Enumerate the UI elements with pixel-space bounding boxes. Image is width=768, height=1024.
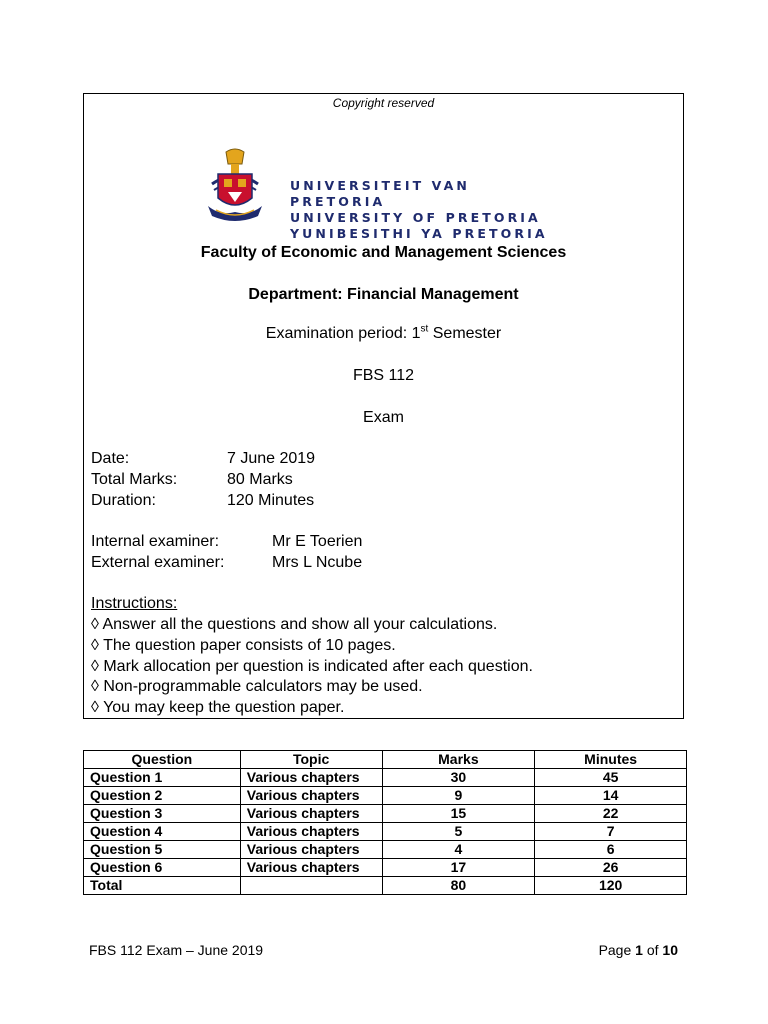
total-marks-label: Total Marks: xyxy=(91,471,178,488)
internal-examiner-value: Mr E Toerien xyxy=(272,533,363,550)
column-header-marks: Marks xyxy=(382,751,535,769)
internal-examiner-label: Internal examiner: xyxy=(91,533,220,550)
topic-cell: Various chapters xyxy=(240,859,382,877)
marks-cell: 4 xyxy=(382,841,535,859)
instructions-list xyxy=(91,615,533,719)
footer-exam-label: FBS 112 Exam – June 2019 xyxy=(89,942,264,958)
question-cell: Question 3 xyxy=(84,805,241,823)
table-row xyxy=(84,787,687,805)
instruction-item: ◊ Non-programmable calculators may be used. xyxy=(91,678,423,696)
question-cell: Question 1 xyxy=(84,769,241,787)
university-logo xyxy=(204,146,564,241)
question-cell: Question 5 xyxy=(84,841,241,859)
table-row xyxy=(84,769,687,787)
minutes-cell: 26 xyxy=(535,859,687,877)
column-header-topic: Topic xyxy=(240,751,382,769)
minutes-cell: 6 xyxy=(535,841,687,859)
instruction-item: ◊ The question paper consists of 10 pages. xyxy=(91,636,396,654)
university-name-afrikaans: UNIVERSITEIT VAN PRETORIA xyxy=(290,178,470,209)
internal-examiner-row xyxy=(91,532,363,552)
duration-value: 120 Minutes xyxy=(227,492,315,509)
duration-label: Duration: xyxy=(91,492,156,509)
topic-cell: Various chapters xyxy=(240,805,382,823)
instruction-item: ◊ You may keep the question paper. xyxy=(91,699,345,717)
university-crest-icon xyxy=(204,146,266,228)
page-total: 10 xyxy=(662,942,678,958)
instruction-item: ◊ Answer all the questions and show all your calculations. xyxy=(91,616,498,633)
exam-period-superscript: st xyxy=(420,323,429,335)
minutes-cell: 14 xyxy=(535,787,687,805)
minutes-cell: 22 xyxy=(535,805,687,823)
marks-cell: 9 xyxy=(382,787,535,805)
minutes-cell: 45 xyxy=(535,769,687,787)
topic-cell: Various chapters xyxy=(240,787,382,805)
date-value: 7 June 2019 xyxy=(227,450,316,467)
university-name-sepedi: YUNIBESITHI YA PRETORIA xyxy=(290,226,548,241)
marks-cell: 15 xyxy=(382,805,535,823)
page-of: of xyxy=(642,942,663,958)
instructions-heading: Instructions: xyxy=(91,595,178,612)
marks-cell: 17 xyxy=(382,859,535,877)
table-row xyxy=(84,841,687,859)
minutes-cell: 7 xyxy=(535,823,687,841)
faculty-title: Faculty of Economic and Management Sciences xyxy=(200,244,567,261)
university-name-block xyxy=(290,178,564,242)
date-row xyxy=(91,449,316,469)
total-topic-cell xyxy=(240,877,382,895)
total-minutes-cell: 120 xyxy=(535,877,687,895)
course-code: FBS 112 xyxy=(352,367,415,384)
department-title: Department: Financial Management xyxy=(248,286,519,303)
table-row xyxy=(84,805,687,823)
total-marks-row xyxy=(91,470,293,490)
page-current: 1 xyxy=(635,942,643,958)
total-marks-cell: 80 xyxy=(382,877,535,895)
exam-period-prefix: Examination period: 1 xyxy=(265,325,421,342)
table-header-row xyxy=(84,751,687,769)
total-label-cell: Total xyxy=(84,877,241,895)
topic-cell: Various chapters xyxy=(240,769,382,787)
marks-cell: 30 xyxy=(382,769,535,787)
duration-row xyxy=(91,491,315,511)
question-cell: Question 2 xyxy=(84,787,241,805)
total-marks-value: 80 Marks xyxy=(227,471,293,488)
exam-label: Exam xyxy=(363,409,404,426)
date-label: Date: xyxy=(91,450,130,467)
column-header-minutes: Minutes xyxy=(535,751,687,769)
page-prefix: Page xyxy=(598,942,636,958)
topic-cell: Various chapters xyxy=(240,823,382,841)
external-examiner-row xyxy=(91,553,363,573)
question-cell: Question 4 xyxy=(84,823,241,841)
university-name-english: UNIVERSITY OF PRETORIA xyxy=(290,210,541,225)
topic-cell: Various chapters xyxy=(240,841,382,859)
instruction-item: ◊ Mark allocation per question is indicated after each question. xyxy=(91,657,533,675)
external-examiner-label: External examiner: xyxy=(91,554,225,571)
copyright-notice: Copyright reserved xyxy=(332,96,435,110)
mark-allocation-table xyxy=(83,750,687,895)
table-row xyxy=(84,859,687,877)
question-cell: Question 6 xyxy=(84,859,241,877)
table-total-row xyxy=(84,877,687,895)
column-header-question: Question xyxy=(84,751,241,769)
marks-cell: 5 xyxy=(382,823,535,841)
cover-box xyxy=(83,93,684,719)
table-row xyxy=(84,823,687,841)
exam-period-suffix: Semester xyxy=(428,325,502,342)
external-examiner-value: Mrs L Ncube xyxy=(272,554,363,571)
examination-period xyxy=(84,325,683,343)
footer-page-number xyxy=(599,942,678,958)
